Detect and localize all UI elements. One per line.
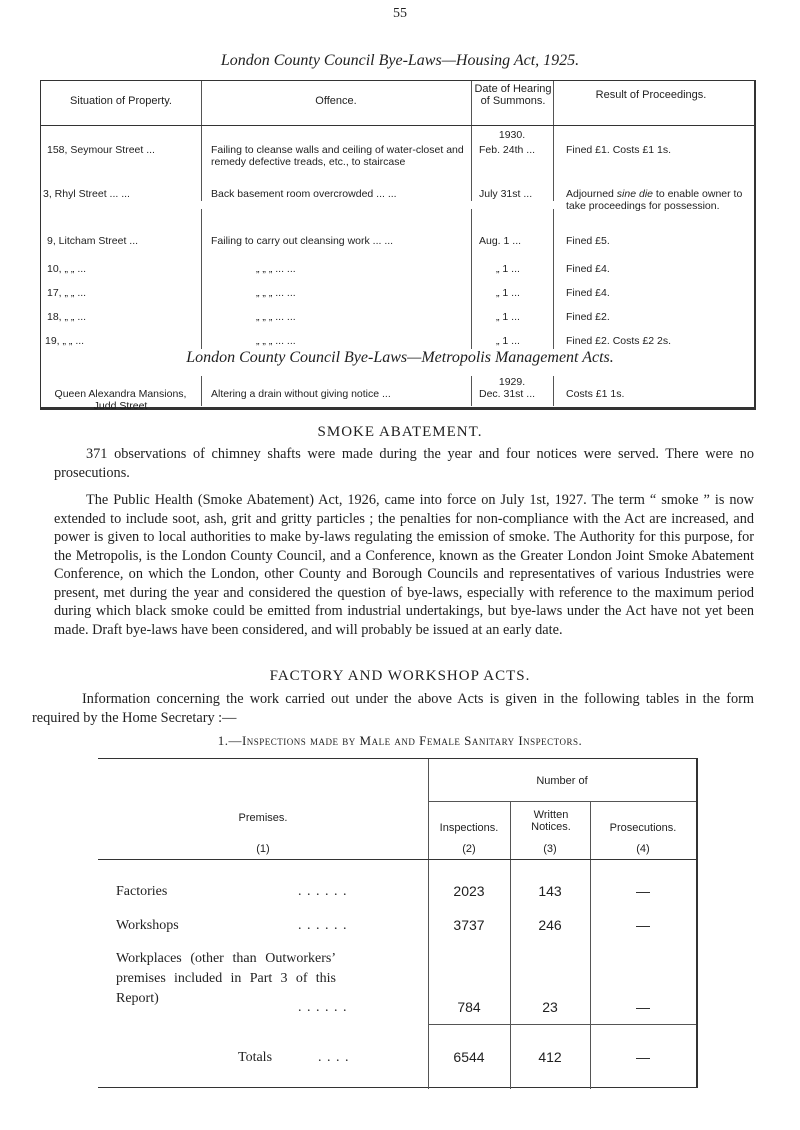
row6-date: „ 1 ... [496,311,520,323]
row4-offence: „ „ „ ... ... [256,263,296,275]
factory-table-title: 1.—Inspections made by Male and Female Sanitary Inspectors. [217,733,583,748]
totals-inspections: 6544 [453,1049,485,1065]
header-written-notices: Written Notices. [531,809,571,833]
header-result: Result of Proceedings. [595,89,707,101]
workshops-prosecutions: — [636,917,650,933]
workplaces-notices: 23 [542,999,558,1015]
header-col2: (2) [462,843,476,855]
row2-result-italic: sine die [616,188,653,200]
inspections-table [98,758,698,1088]
row8-date: Dec. 31st ... [479,388,536,400]
row1-result: Fined £1. Costs £1 1s. [566,144,672,156]
row6-situation: 18, „ „ ... [47,311,87,323]
table1-subtitle: London County Council Bye-Laws—Metropolis Management Acts. [186,349,614,366]
header-premises: Premises. [238,812,288,824]
year-1929: 1929. [498,376,526,388]
factories-dots: . . . . . . [298,884,348,899]
row7-date: „ 1 ... [496,335,520,347]
row2-offence: Back basement room overcrowded ... ... [211,188,397,200]
row2-result-post: to enable owner to take proceedings for possession. [566,188,743,212]
header-situation: Situation of Property. [70,95,172,107]
row6-result: Fined £2. [566,311,610,323]
row1-offence: Failing to cleanse walls and ceiling of water-closet and remedy defective treads, etc., to staircase [211,144,464,168]
smoke-para2: The Public Health (Smoke Abatement) Act, 1926, came into force on July 1st, 1927. The term “ smoke ” is now extended to include soot, ash, grit and gritty particles ; the penalties for non-compliance with the Act are increased, and power is given to local authorities to make by-laws regulating the emission of smoke. The Authority for this purpose, for the Metropolis, is the London County Council, and a Conference, known as the Greater London Joint Smoke Abatement Conference, on which the London, other County and Borough Councils and representatives of various Industries were present, met during the year and considered the question of bye-laws, especially with reference to the maximum period during which black smoke could be emitted from industrial undertakings, but bye-laws under the Act have not yet been made. Draft bye-laws have been considered, and will probably be issued at an early date. [54,492,754,638]
row5-result: Fined £4. [566,287,610,299]
header-offence: Offence. [315,95,357,107]
row6-offence: „ „ „ ... ... [256,311,296,323]
header-date: Date of Hearing of Summons. [474,83,552,107]
row7-result: Fined £2. Costs £2 2s. [566,335,672,347]
factory-heading: FACTORY AND WORKSHOP ACTS. [269,668,531,684]
header-number-of: Number of [536,775,588,787]
row7-offence: „ „ „ ... ... [256,335,296,347]
factories-premises: Factories [116,884,168,899]
row2-result-pre: Adjourned [566,188,617,200]
header-col1: (1) [256,843,270,855]
row1-situation: 158, Seymour Street ... [47,144,155,156]
smoke-para1: 371 observations of chimney shafts were made during the year and four notices were served. There were no prosecutions. [54,446,754,481]
totals-prosecutions: — [636,1049,650,1065]
header-col4: (4) [636,843,650,855]
workshops-premises: Workshops [116,918,179,933]
workplaces-prosecutions: — [636,999,650,1015]
row-factories-label [116,883,416,901]
smoke-heading: SMOKE ABATEMENT. [317,424,483,440]
row4-date: „ 1 ... [496,263,520,275]
header-col3: (3) [543,843,557,855]
page-number: 55 [393,6,407,21]
totals-label-row [238,1049,428,1067]
header-prosecutions: Prosecutions. [609,822,677,834]
row3-offence: Failing to carry out cleansing work ... ... [211,235,394,247]
factory-para: Information concerning the work carried out under the above Acts is given in the following tables in the form required by the Home Secretary :— [32,691,754,726]
workshops-dots: . . . . . . [298,918,348,933]
row8-offence: Altering a drain without giving notice ... [211,388,391,400]
header-inspections: Inspections. [439,822,499,834]
row8-result: Costs £1 1s. [566,388,625,400]
factories-inspections: 2023 [453,883,485,899]
row5-date: „ 1 ... [496,287,520,299]
row1-date: Feb. 24th ... [479,144,536,156]
row-workshops-label [116,917,416,935]
row3-situation: 9, Litcham Street ... [47,235,139,247]
row5-offence: „ „ „ ... ... [256,287,296,299]
workshops-notices: 246 [538,917,562,933]
row2-date: July 31st ... [479,188,533,200]
table1-title: London County Council Bye-Laws—Housing Act, 1925. [220,52,580,69]
totals-notices: 412 [538,1049,562,1065]
factories-prosecutions: — [636,883,650,899]
totals-label: Totals [238,1050,273,1065]
workplaces-inspections: 784 [457,999,481,1015]
workplaces-dots: . . . . . . [298,1000,348,1015]
totals-dots: . . . . [318,1050,350,1065]
row3-date: Aug. 1 ... [479,235,522,247]
row2-situation: 3, Rhyl Street ... ... [43,188,130,200]
workshops-inspections: 3737 [453,917,485,933]
row3-result: Fined £5. [566,235,610,247]
row4-situation: 10, „ „ ... [47,263,87,275]
row8-situation: Queen Alexandra Mansions, Judd Street [54,388,187,412]
row2-result [566,188,751,212]
year-1930: 1930. [498,129,526,141]
workplaces-premises: Workplaces (other than Outworkers’ premises included in Part 3 of this Report) [116,951,336,1006]
row5-situation: 17, „ „ ... [47,287,87,299]
row7-situation: 19, „ „ ... [45,335,85,347]
row4-result: Fined £4. [566,263,610,275]
factories-notices: 143 [538,883,562,899]
